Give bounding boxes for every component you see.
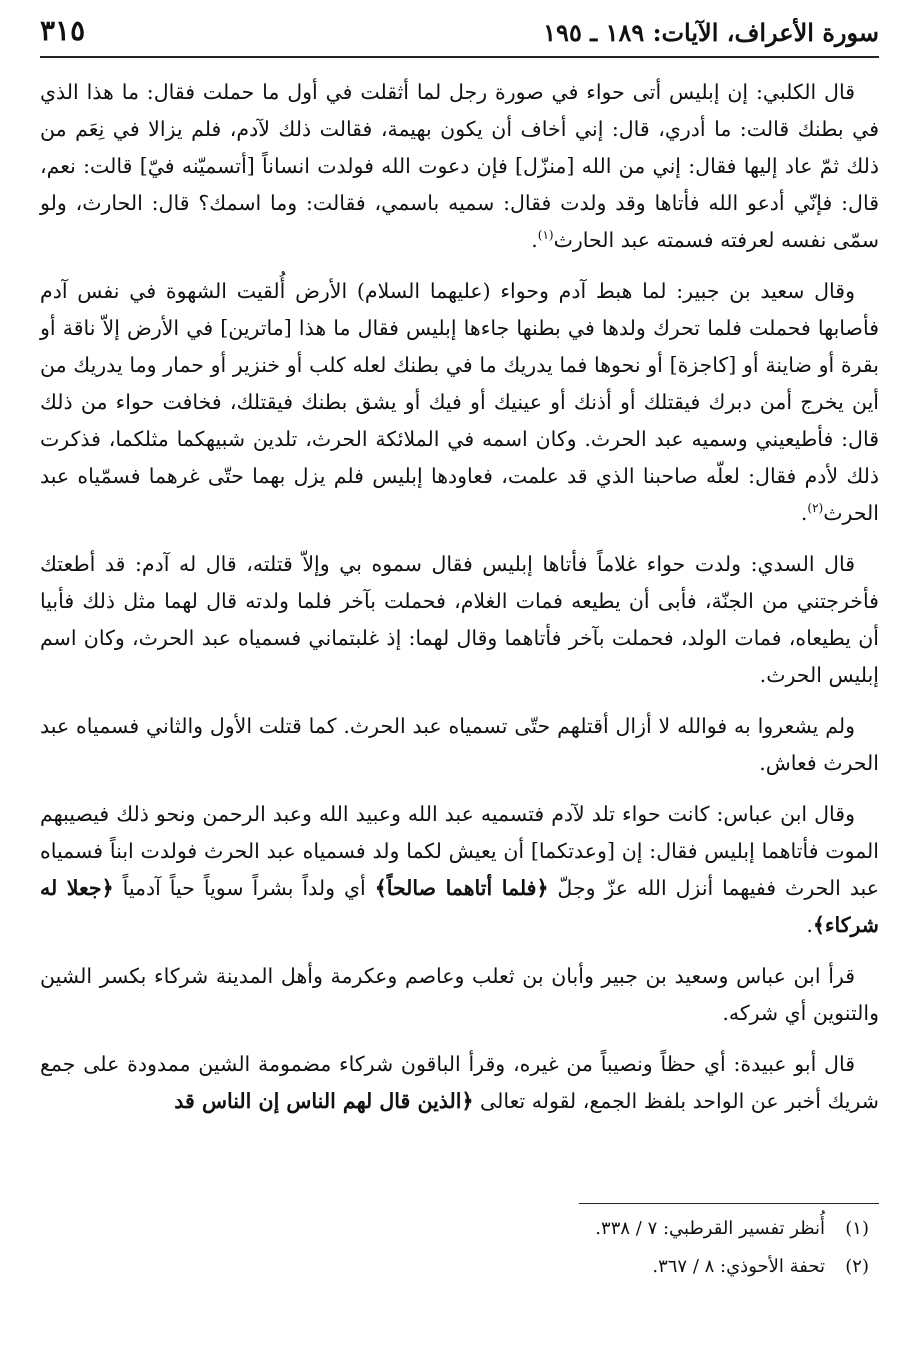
paragraph-kalbi: قال الكلبي: إن إبليس أتى حواء في صورة رجل لما أثقلت في أول ما حملت فقال: ما هذا الذي في بطنك قالت: ما أدري، قال: إني أخاف أن يكون بهيمة، فقالت ذلك لآدم، فلم يزالا في نِعَم من ذلك ثمّ عاد إليها فقال: إني من الله [منزّل] فإن دعوت الله فولدت انساناً [أتسميّنه فيّ] قالت: نعم، قال: فإنّي أدعو الله فأتاها وقد ولدت فقال: سميه باسمي، فقالت: وما اسمك؟ قال: الحارث، ولو سمّى نفسه لعرفته فسمته عبد الحارث$^{(١)}$. xyxy=(40,80,879,252)
header-rule xyxy=(40,56,879,58)
footnote-ref-2: (٢) xyxy=(807,501,824,516)
running-title: سورة الأعراف، الآيات: ١٨٩ ـ ١٩٥ xyxy=(543,18,879,47)
page-header xyxy=(40,14,879,58)
paragraph-ibn-abbas: وقال ابن عباس: كانت حواء تلد لآدم فتسميه عبد الله وعبيد الله وعبد الرحمن ونحو ذلك فيصيبهم الموت فأتاهما إبليس فقال: إن [وعدتكما] أن يعيش لكما ولد فسمياه عبد الحرث فولدت ابناً فسمياه عبد الحرث ففيهما أنزل الله عزّ وجلّ ﴿فلما أتاهما صالحاً﴾ أي ولداً بشراً سوياً حياً آدمياً ﴿جعلا له شركاء﴾. xyxy=(40,802,879,937)
footnote-rule xyxy=(579,1203,879,1204)
quran-quote: ﴿فلما أتاهما صالحاً﴾ xyxy=(374,876,549,900)
paragraph-qiraat: قرأ ابن عباس وسعيد بن جبير وأبان بن ثعلب وعاصم وعكرمة وأهل المدينة شركاء بكسر الشين والتنوين أي شركه. xyxy=(40,964,879,1025)
paragraph-said-ibn-jubayr: وقال سعيد بن جبير: لما هبط آدم وحواء (عليهما السلام) الأرض أُلقيت الشهوة في نفس آدم فأصابها فحملت فلما تحرك ولدها في بطنها جاءها إبليس فقال ما هذا [ماترين] في الأرض إلاّ ناقة أو بقرة أو ضاينة أو [كاجزة] أو نحوها فما يدريك ما في بطنك لعله كلب أو خنزير أو حمار وما يدريك من أين يخرج أمن دبرك فيقتلك أو أذنك أو عينيك أو فيك أو يشق بطنك فيقتلك، فخافت حواء من ذلك قال: فأطيعيني وسميه عبد الحرث. وكان اسمه في الملائكة الحرث، تلدين شبيهكما مثلكما، فذكرت ذلك لأدم فقال: لعلّه صاحبنا الذي قد علمت، فعاودها إبليس فلم يزل بهما حتّى غرهما فسمّياه عبد الحرث$^{(٢)}$. xyxy=(40,279,879,525)
paragraph-continuation: ولم يشعروا به فوالله لا أزال أقتلهم حتّى تسمياه عبد الحرث. كما قتلت الأول والثاني فسمياه عبد الحرث فعاش. xyxy=(40,714,879,775)
page-number: ٣١٥ xyxy=(40,14,86,47)
main-text xyxy=(40,74,879,1134)
footnote-2: (٢)تحفة الأحوذي: ٨ / ٣٦٧. xyxy=(652,1256,869,1277)
footnotes xyxy=(40,1210,869,1286)
footnote-1: (١)أُنظر تفسير القرطبي: ٧ / ٣٣٨. xyxy=(595,1218,869,1239)
quran-quote: ﴿جعلا له شركاء﴾ xyxy=(40,876,879,937)
paragraph-suddi: قال السدي: ولدت حواء غلاماً فأتاها إبليس فقال سموه بي وإلاّ قتلته، قال له آدم: قد أطعتك فأخرجتني من الجنّة، فأبى أن يطيعه فمات الغلام، فحملت بآخر فلما ولدته قال لهما مثل ذلك فأبيا أن يطيعاه، فمات الولد، فحملت بآخر فأتاهما وقال لهما: إذ غلبتماني فسمياه عبد الحرث، وكان اسم إبليس الحرث. xyxy=(40,552,879,687)
paragraph-abu-ubayda: قال أبو عبيدة: أي حظاً ونصيباً من غيره، وقرأ الباقون شركاء مضمومة الشين ممدودة على جمع شريك أخبر عن الواحد بلفظ الجمع، لقوله تعالى ﴿الذين قال لهم الناس إن الناس قد xyxy=(40,1052,879,1113)
quran-quote: ﴿الذين قال لهم الناس إن الناس قد xyxy=(174,1089,474,1113)
footnote-ref-1: (١) xyxy=(537,228,554,243)
